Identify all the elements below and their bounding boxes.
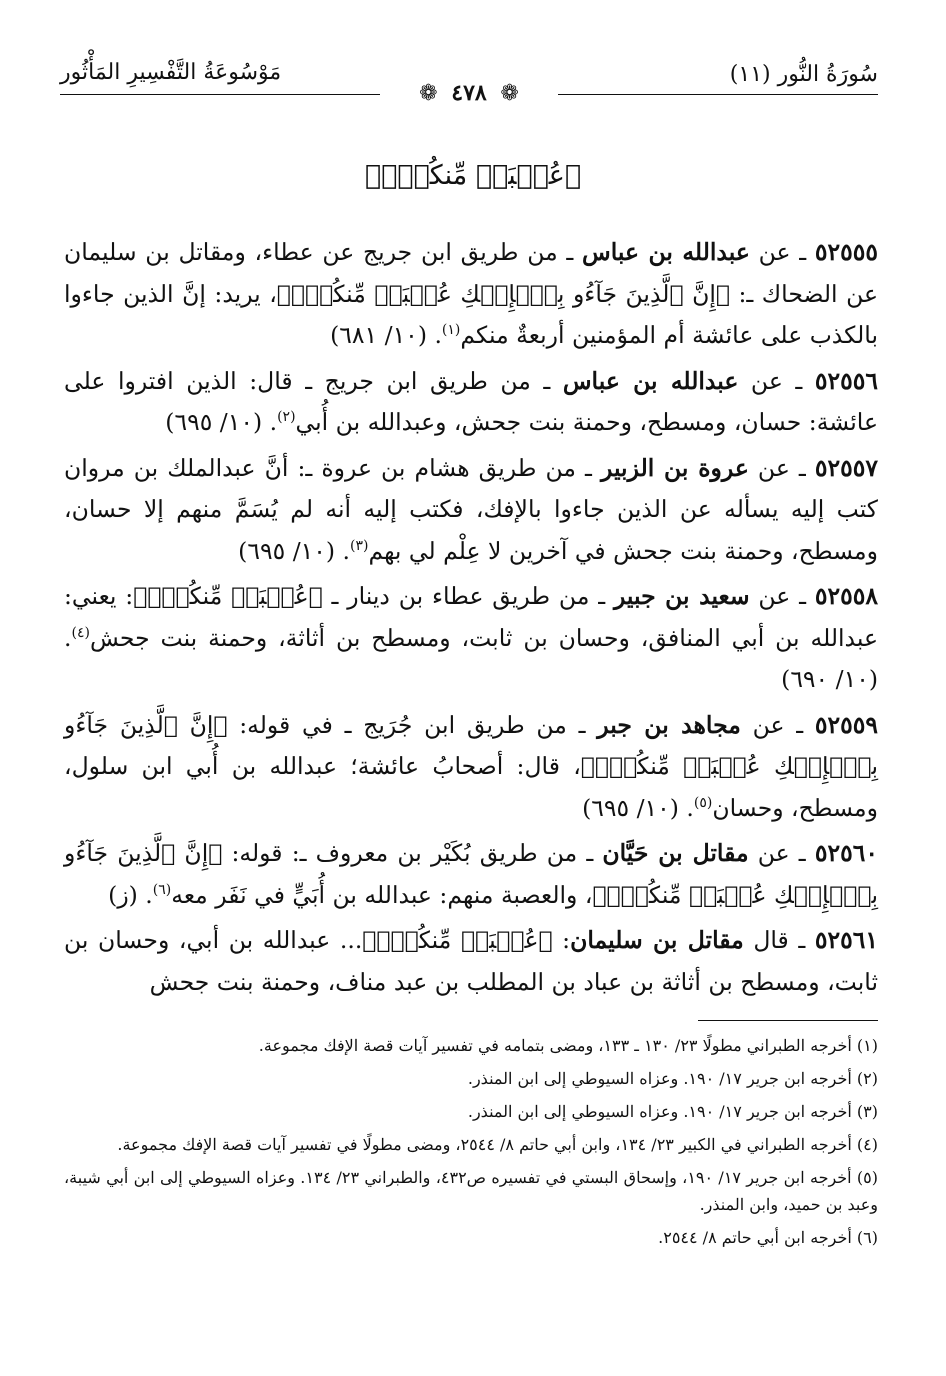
entry-text: ـ من طريق ابن جريج ـ قال: الذين افتروا على عائشة: حسان، ومسطح، وحمنة بنت جحش، وعبدالله بن أُبي	[64, 366, 878, 436]
entry	[64, 705, 878, 830]
footnote: (٢) أخرجه ابن جرير ١٧/ ١٩٠. وعزاه السيوطي إلى ابن المنذر.	[467, 1069, 878, 1088]
entry-text: ـ من طريق بُكَيْر بن معروف ـ: قوله: ﴿إِنَّ ٱلَّذِينَ جَآءُو بِٱلۡإِفۡكِ عُصۡبَةٞ مِّنكُمۡۚ﴾، والعصبة منهم: عبدالله بن أُبَيٍّ في نَفَر معه	[64, 839, 878, 909]
ornament-icon: ❁	[500, 81, 519, 106]
entry-prefix: ـ عن	[748, 453, 815, 482]
entry-number: ٥٢٥٥٥	[814, 238, 878, 266]
entry-text: : ﴿عُصۡبَةٞ مِّنكُمۡۚ﴾... عبدالله بن أبي، وحسان بن ثابت، ومسطح بن أثاثة بن عباد بن المطلب بن عبد مناف، وحمنة بنت جحش	[64, 926, 878, 996]
narrator-name: مقاتل بن حَيَّان	[602, 839, 749, 867]
entry-text: ـ من طريق ابن جريج عن عطاء، ومقاتل بن سليمان عن الضحاك ـ: ﴿إِنَّ ٱلَّذِينَ جَآءُو بِٱلۡإِفۡكِ عُصۡبَةٞ مِّنكُمۡۚ﴾، يريد: إنَّ الذين جاءوا بالكذب على عائشة أم المؤمنين أربعةٌ منكم	[64, 238, 878, 349]
entry-prefix: ـ عن	[738, 366, 815, 395]
footnote: (٥) أخرجه ابن جرير ١٧/ ١٩٠، وإسحاق البستي في تفسيره ص٤٣٢، والطبراني ٢٣/ ١٣٤. وعزاه السيوطي إلى ابن أبي شيبة، وعبد بن حميد، وابن المنذر.	[64, 1168, 879, 1214]
footnote-separator	[698, 1020, 878, 1021]
page-number: ٤٧٨	[451, 80, 487, 106]
book-title: مَوْسُوعَةُ التَّفْسِيرِ المَأْثُور	[60, 60, 282, 85]
source-ref: . (١٠/ ٦٩٥)	[238, 536, 350, 565]
footnote: (٣) أخرجه ابن جرير ١٧/ ١٩٠. وعزاه السيوطي إلى ابن المنذر.	[467, 1102, 878, 1121]
entry-number: ٥٢٥٦٠	[814, 839, 878, 867]
entry-number: ٥٢٥٥٩	[814, 710, 878, 739]
narrator-name: عبدالله بن عباس	[582, 238, 750, 266]
ornament-icon: ❁	[419, 81, 438, 106]
source-ref: . (ز)	[108, 880, 153, 909]
page-number-block	[60, 80, 878, 106]
entry-text: ـ من طريق ابن جُرَيج ـ في قوله: ﴿إِنَّ ٱلَّذِينَ جَآءُو بِٱلۡإِفۡكِ عُصۡبَةٞ مِّنكُمۡۚ﴾، قال: أصحابُ عائشة؛ عبدالله بن أُبي ابن سلول، ومسطح، وحسان	[64, 710, 878, 822]
narrator-name: عروة بن الزبير	[601, 453, 749, 482]
narrator-name: مقاتل بن سليمان	[570, 926, 744, 954]
entry-text: ـ من طريق عطاء بن دينار ـ ﴿عُصۡبَةٞ مِّنكُمۡۚ﴾: يعني: عبدالله بن أبي المنافق، وحسان بن ثابت، ومسطح بن أثاثة، وحمنة بنت جحش	[64, 582, 878, 652]
entry-prefix: ـ قال	[743, 926, 815, 954]
footnote-ref: (٢)	[277, 409, 296, 426]
main-text	[64, 232, 878, 1007]
footnote-ref: (١)	[441, 322, 461, 339]
entry-prefix: ـ عن	[749, 238, 815, 266]
footnote: (٤) أخرجه الطبراني في الكبير ٢٣/ ١٣٤، وابن أبي حاتم ٨/ ٢٥٤٤، ومضى مطولًا في تفسير آيات قصة الإفك مجموعة.	[117, 1135, 878, 1154]
entry-prefix: ـ عن	[740, 710, 815, 739]
footnote: (١) أخرجه الطبراني مطولًا ٢٣/ ١٣٠ ـ ١٣٣، ومضى بتمامه في تفسير آيات قصة الإفك مجموعة.	[258, 1036, 878, 1055]
entry-number: ٥٢٥٥٧	[814, 453, 878, 482]
narrator-name: عبدالله بن عباس	[562, 366, 739, 395]
entry	[64, 361, 878, 444]
entry	[64, 448, 878, 573]
footnotes	[64, 1032, 878, 1257]
entry	[64, 232, 878, 357]
footnote-ref: (٣)	[349, 537, 369, 554]
entry	[64, 920, 878, 1003]
entry-prefix: ـ عن	[748, 839, 815, 867]
narrator-name: مجاهد بن جبر	[597, 710, 741, 739]
source-ref: . (١٠/ ٦٩٥)	[165, 408, 278, 436]
entry-text: ـ من طريق هشام بن عروة ـ: أنَّ عبدالملك بن مروان كتب إليه يسأله عن الذين جاءوا بالإفك، فكتب إليه أنه لم يُسَمَّ منهم إلا حسان، ومسطح، وحمنة بنت جحش في آخرين لا عِلْم لي بهم	[64, 453, 878, 565]
footnote: (٦) أخرجه ابن أبي حاتم ٨/ ٢٥٤٤.	[658, 1228, 878, 1247]
narrator-name: سعيد بن جبير	[613, 582, 750, 610]
page-header	[60, 58, 878, 106]
section-title: ﴿عُصۡبَةٞ مِّنكُمۡۚ﴾	[364, 160, 582, 191]
surah-name: سُورَةُ النُّور (١١)	[729, 62, 878, 87]
source-ref: . (١٠/ ٦٩٠)	[64, 623, 878, 693]
footnote-ref: (٦)	[152, 881, 172, 898]
entry-number: ٥٢٥٦١	[814, 926, 879, 954]
source-ref: . (١٠/ ٦٨١)	[330, 321, 442, 349]
source-ref: . (١٠/ ٦٩٥)	[582, 793, 694, 822]
entry	[64, 833, 878, 916]
entry-number: ٥٢٥٥٨	[814, 582, 878, 610]
footnote-ref: (٥)	[693, 794, 713, 811]
entry	[64, 576, 878, 701]
entry-prefix: ـ عن	[749, 582, 815, 610]
footnote-ref: (٤)	[71, 624, 90, 641]
entry-number: ٥٢٥٥٦	[814, 366, 878, 395]
